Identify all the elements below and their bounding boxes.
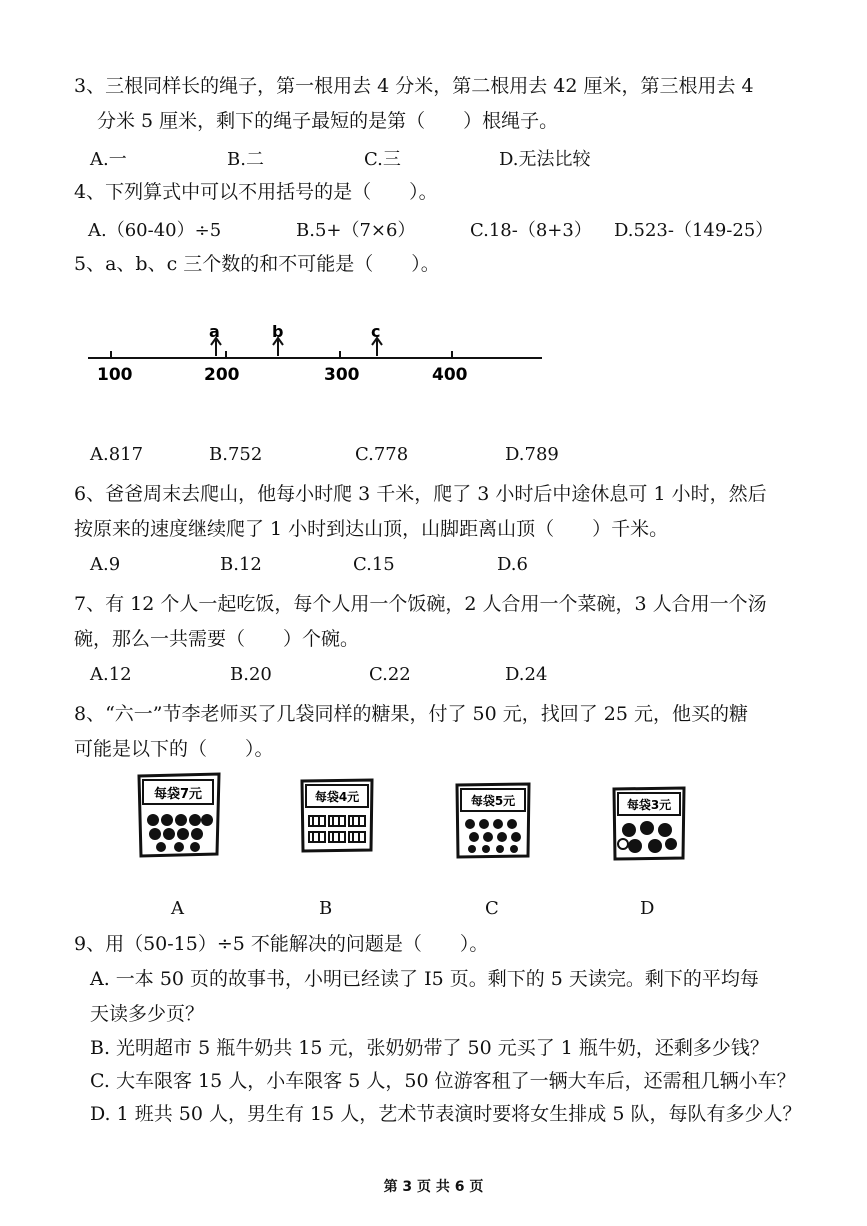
tick-label-200: 200: [204, 365, 240, 385]
q7-option-b[interactable]: B.20: [230, 664, 272, 685]
q4-option-d[interactable]: D.523-（149-25）: [614, 220, 774, 241]
q4-stem: 4、下列算式中可以不用括号的是（ ）。: [74, 181, 438, 203]
bag-c-tag: 每袋5元: [470, 794, 516, 808]
q8-stem-line2: 可能是以下的（ ）。: [74, 738, 274, 760]
marker-a: [209, 322, 221, 356]
tick-label-400: 400: [432, 365, 468, 385]
q7-stem-line1: 7、有 12 个人一起吃饭，每个人用一个饭碗，2 人合用一个菜碗，3 人合用一个汤: [74, 593, 767, 615]
q5-options: [0, 444, 867, 468]
bag-letter-a: A: [171, 898, 184, 919]
q5-number-line: [80, 318, 550, 388]
marker-label-c: c: [371, 322, 381, 341]
marker-label-b: b: [272, 322, 284, 341]
q7-option-d[interactable]: D.24: [505, 664, 548, 685]
q6-option-d[interactable]: D.6: [497, 554, 528, 575]
q3-option-a[interactable]: A.一: [90, 149, 127, 170]
q9-option-a-line2[interactable]: 天读多少页？: [90, 1003, 205, 1025]
q6-option-a[interactable]: A.9: [90, 554, 121, 575]
q4-option-c[interactable]: C.18-（8+3）: [470, 220, 592, 241]
q4-option-a[interactable]: A.（60-40）÷5: [88, 220, 222, 241]
q3-options: [0, 145, 867, 169]
marker-label-a: a: [209, 322, 220, 341]
q7-stem-line2: 碗，那么一共需要（ ）个碗。: [74, 628, 360, 650]
q7-option-c[interactable]: C.22: [369, 664, 411, 685]
bag-letter-b: B: [319, 898, 333, 919]
q5-option-a[interactable]: A.817: [90, 444, 144, 465]
q9-option-c[interactable]: C. 大车限客 15 人，小车限客 5 人，50 位游客租了一辆大车后，还需租几辆小车？: [90, 1070, 796, 1092]
q3-stem-line2: 分米 5 厘米，剩下的绳子最短的是第（ ）根绳子。: [97, 110, 559, 132]
q5-option-b[interactable]: B.752: [209, 444, 263, 465]
q5-option-d[interactable]: D.789: [505, 444, 559, 465]
bag-letter-c: C: [485, 898, 499, 919]
tick-label-300: 300: [324, 365, 360, 385]
q6-option-c[interactable]: C.15: [353, 554, 395, 575]
q3-option-c[interactable]: C.三: [364, 149, 401, 170]
marker-b: [272, 322, 283, 356]
q4-option-b[interactable]: B.5+（7×6）: [296, 220, 416, 241]
page-footer: 第 3 页 共 6 页: [383, 1179, 484, 1195]
bag-d-tag: 每袋3元: [626, 798, 672, 812]
q9-option-d[interactable]: D. 1 班共 50 人，男生有 15 人，艺术节表演时要将女生排成 5 队，每队有多少人？: [90, 1103, 802, 1125]
q3-option-d[interactable]: D.无法比较: [499, 149, 591, 170]
tick-label-100: 100: [97, 365, 133, 385]
q6-stem-line1: 6、爸爸周末去爬山，他每小时爬 3 千米，爬了 3 小时后中途休息可 1 小时，然后: [74, 483, 767, 505]
q9-option-a-line1[interactable]: A. 一本 50 页的故事书，小明已经读了 I5 页。剩下的 5 天读完。剩下的平均每: [90, 968, 759, 990]
q3-stem-line1: 3、三根同样长的绳子，第一根用去 4 分米，第二根用去 42 厘米，第三根用去 4: [74, 75, 754, 97]
q6-options: [0, 554, 867, 578]
bag-b-tag: 每袋4元: [314, 790, 360, 804]
candy-bag-c[interactable]: [452, 780, 534, 862]
q6-stem-line2: 按原来的速度继续爬了 1 小时到达山顶，山脚距离山顶（ ）千米。: [74, 518, 669, 540]
q4-options: [0, 216, 867, 240]
candy-bag-d[interactable]: [609, 784, 689, 864]
q8-stem-line1: 8、“六一”节李老师买了几袋同样的糖果，付了 50 元，找回了 25 元，他买的糖: [74, 703, 749, 725]
q7-options: [0, 664, 867, 688]
candy-bag-b[interactable]: [297, 776, 377, 856]
q5-stem: 5、a、b、c 三个数的和不可能是（ ）。: [74, 253, 440, 275]
q6-option-b[interactable]: B.12: [220, 554, 262, 575]
q9-option-b[interactable]: B. 光明超市 5 瓶牛奶共 15 元，张奶奶带了 50 元买了 1 瓶牛奶，还剩多少钱？: [90, 1037, 769, 1059]
q7-option-a[interactable]: A.12: [90, 664, 132, 685]
q3-option-b[interactable]: B.二: [227, 149, 264, 170]
bag-a-tag: 每袋7元: [153, 787, 203, 802]
q5-option-c[interactable]: C.778: [355, 444, 409, 465]
bag-letter-d: D: [640, 898, 655, 919]
q9-stem: 9、用（50-15）÷5 不能解决的问题是（ ）。: [74, 933, 489, 955]
marker-c: [371, 322, 382, 356]
candy-bag-a[interactable]: [133, 770, 225, 862]
